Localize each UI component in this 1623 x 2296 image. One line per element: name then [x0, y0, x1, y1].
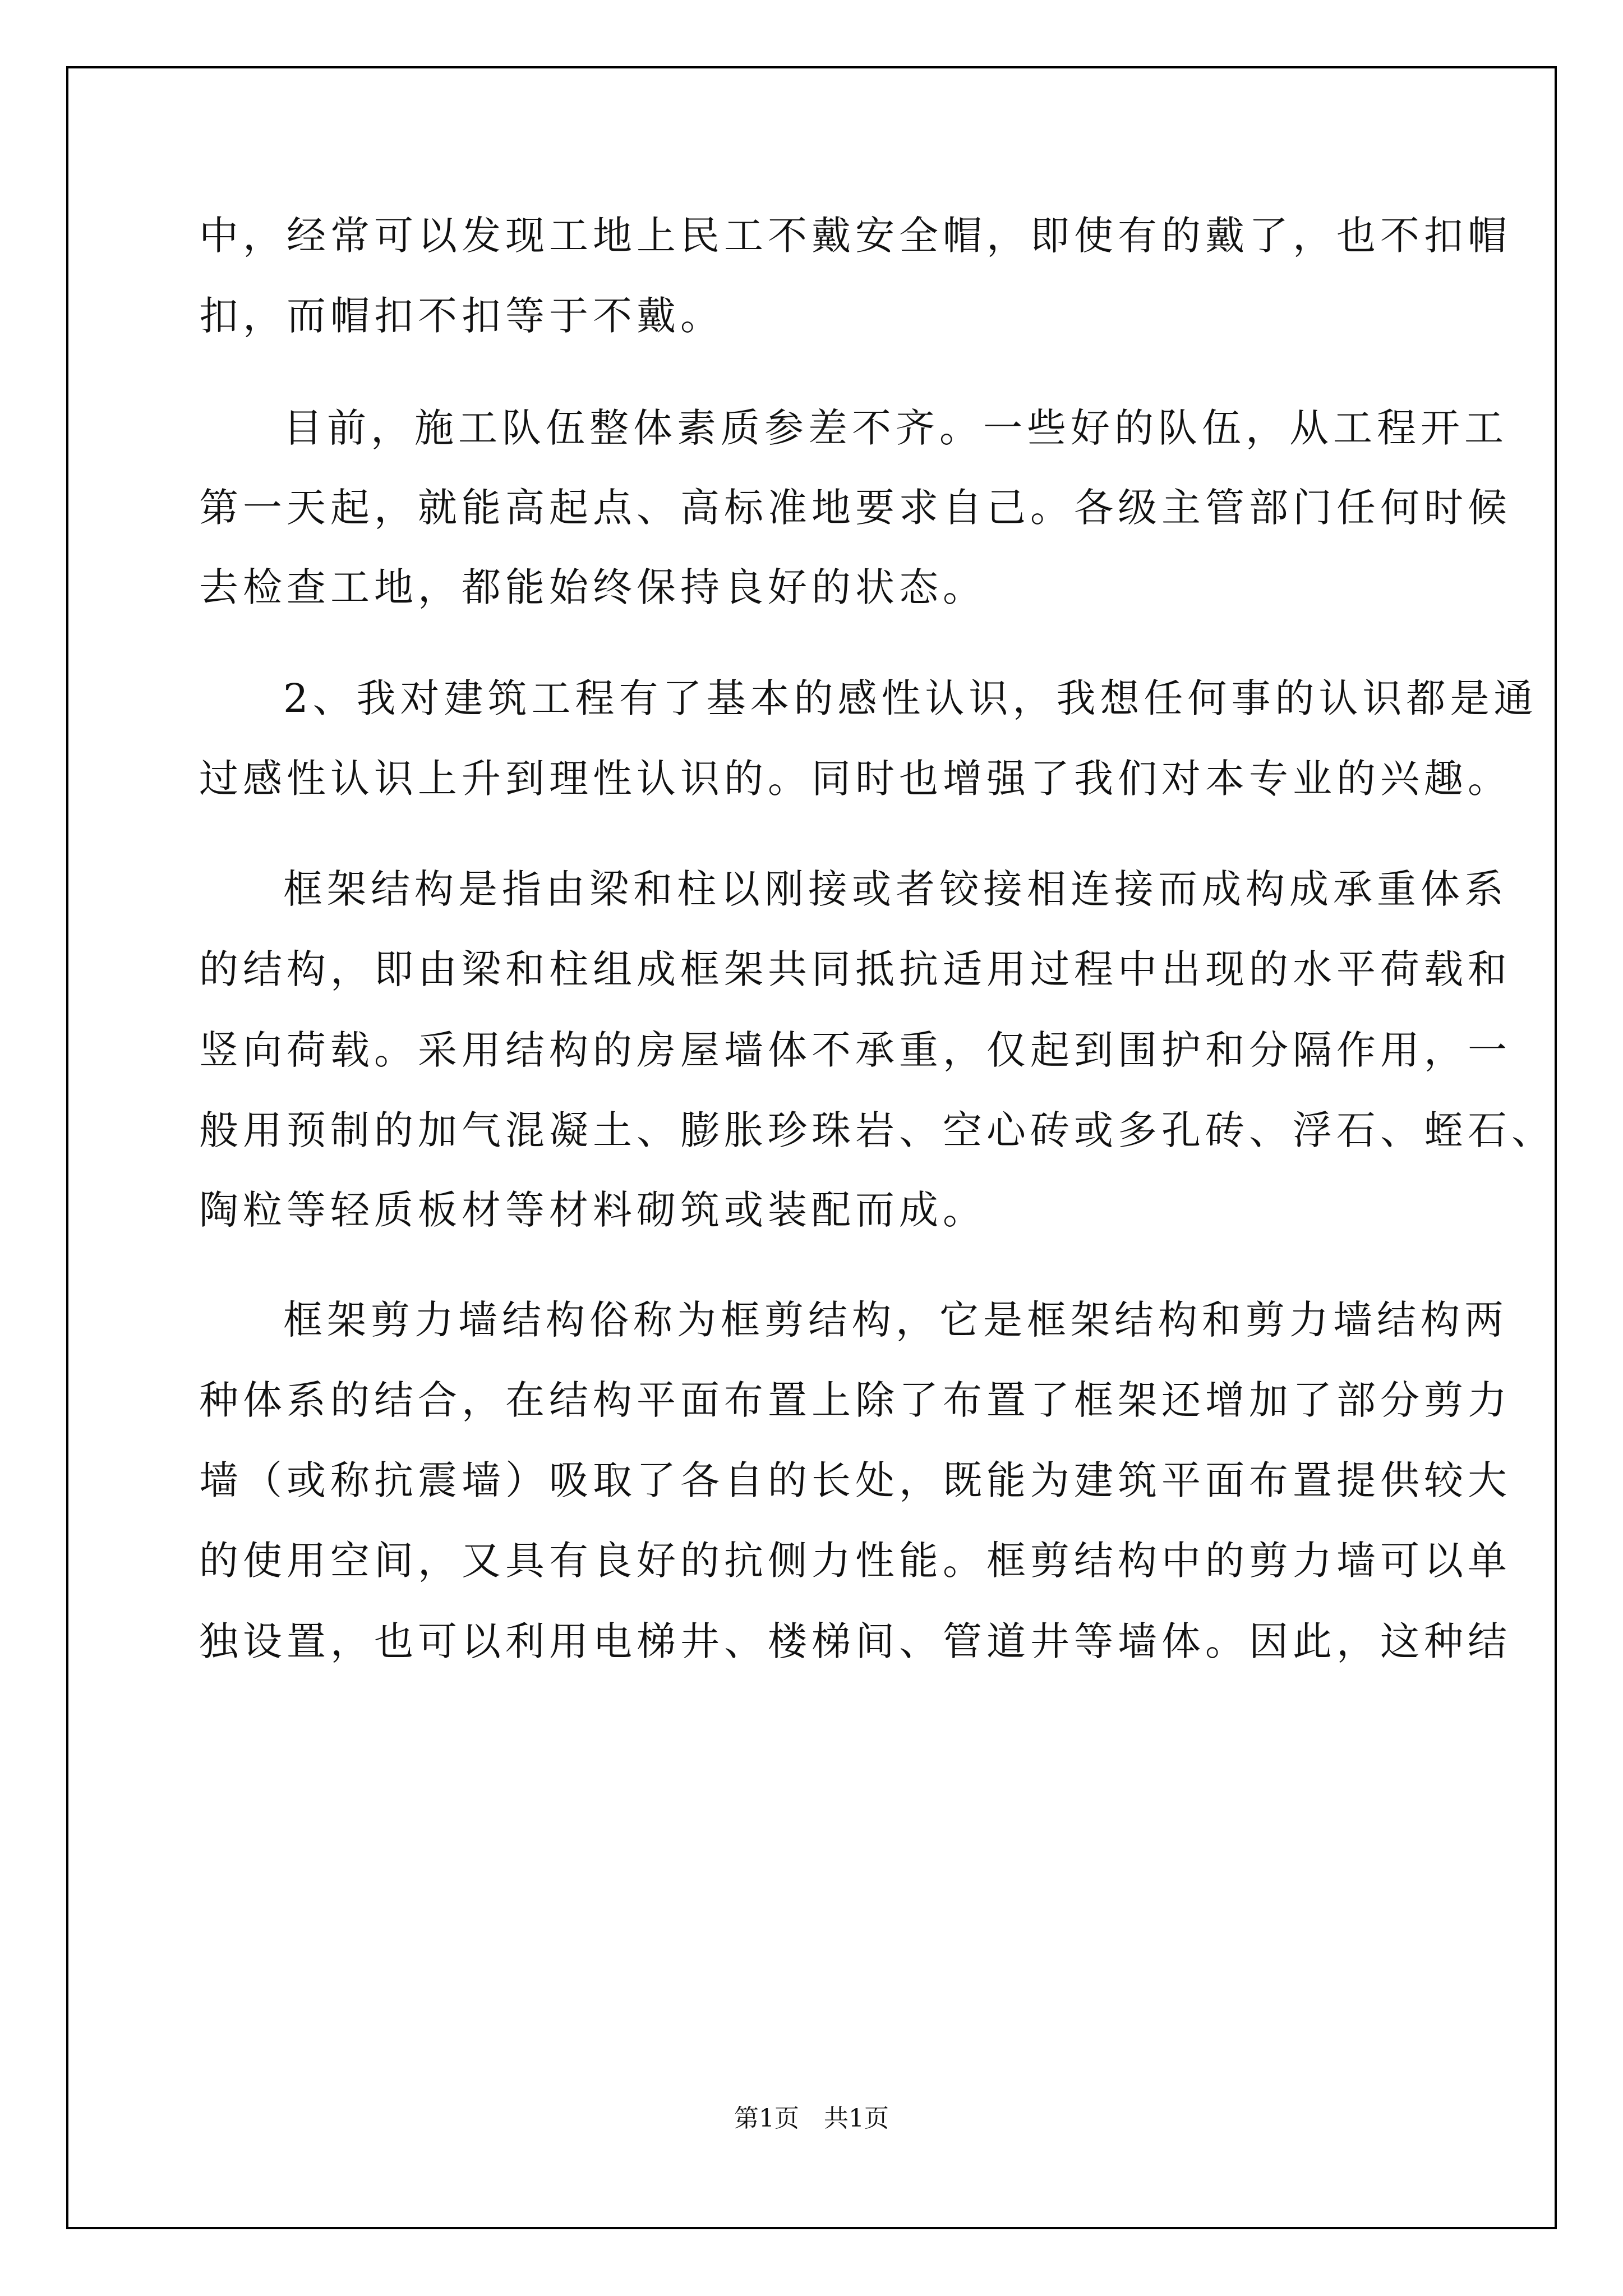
text-line: 的使用空间，又具有良好的抗侧力性能。框剪结构中的剪力墙可以单 [199, 1538, 1511, 1584]
page-number-footer: 第1页 共1页 [734, 2104, 889, 2133]
text-line: 的结构，即由梁和柱组成框架共同抵抗适用过程中出现的水平荷载和 [199, 946, 1511, 992]
text-line: 第一天起，就能高起点、高标准地要求自己。各级主管部门任何时候 [199, 485, 1511, 531]
text-line: 竖向荷载。采用结构的房屋墙体不承重，仅起到围护和分隔作用，一 [199, 1027, 1511, 1073]
text-line: 过感性认识上升到理性认识的。同时也增强了我们对本专业的兴趣。 [199, 756, 1511, 802]
paragraph-first-line: 2、我对建筑工程有了基本的感性认识，我想任何事的认识都是通 [283, 675, 1538, 721]
text-line: 独设置，也可以利用电梯井、楼梯间、管道井等墙体。因此，这种结 [199, 1618, 1511, 1664]
text-line: 扣，而帽扣不扣等于不戴。 [199, 293, 724, 339]
paragraph-first-line: 框架剪力墙结构俗称为框剪结构，它是框架结构和剪力墙结构两 [283, 1297, 1508, 1343]
text-line: 种体系的结合，在结构平面布置上除了布置了框架还增加了部分剪力 [199, 1377, 1511, 1423]
text-line: 去检查工地，都能始终保持良好的状态。 [199, 564, 986, 610]
paragraph-first-line: 框架结构是指由梁和柱以刚接或者铰接相连接而成构成承重体系 [283, 866, 1508, 912]
paragraph-first-line: 目前，施工队伍整体素质参差不齐。一些好的队伍，从工程开工 [283, 405, 1508, 451]
text-line: 中，经常可以发现工地上民工不戴安全帽，即使有的戴了，也不扣帽 [199, 213, 1511, 259]
text-line: 墙（或称抗震墙）吸取了各自的长处，既能为建筑平面布置提供较大 [199, 1457, 1511, 1503]
text-line: 陶粒等轻质板材等材料砌筑或装配而成。 [199, 1187, 986, 1233]
text-line: 般用预制的加气混凝土、膨胀珍珠岩、空心砖或多孔砖、浮石、蛭石、 [199, 1107, 1555, 1153]
